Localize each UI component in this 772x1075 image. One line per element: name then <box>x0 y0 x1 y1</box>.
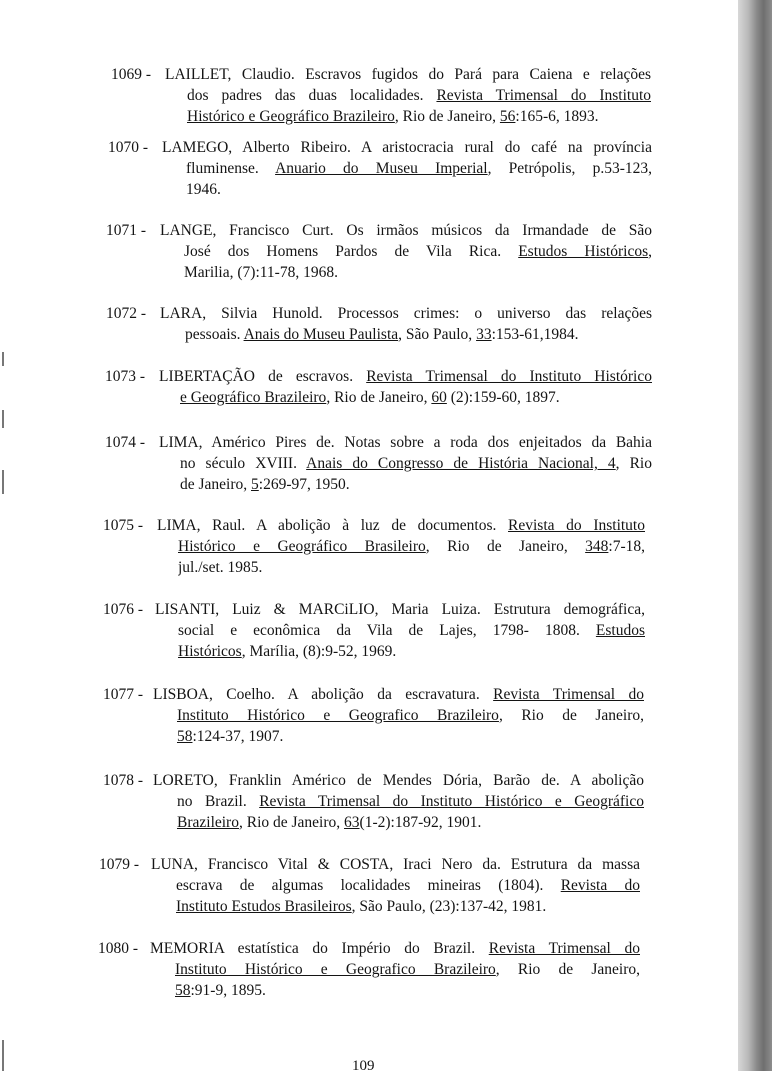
entry-text: 58:124-37, 1907. <box>177 728 284 745</box>
entry-number: 1078 - <box>103 772 144 789</box>
scan-edge-shadow <box>738 0 772 1071</box>
entry-text: no século XVIII. Anais do Congresso de História Nacional, 4, Rio <box>180 455 652 472</box>
entry-text: Instituto Histórico e Geografico Brazileiro, Rio de Janeiro, <box>177 707 644 724</box>
entry-text: LUNA, Francisco Vital & COSTA, Iraci Nero da. Estrutura da massa <box>151 856 640 873</box>
entry-text: e Geográfico Brazileiro, Rio de Janeiro, 60 (2):159-60, 1897. <box>180 389 560 406</box>
entry-number: 1071 - <box>106 222 147 239</box>
entry-text: escrava de algumas localidades mineiras (1804). Revista do <box>176 877 640 894</box>
entry-text: LORETO, Franklin Américo de Mendes Dória, Barão de. A abolição <box>153 772 644 789</box>
entry-text: LISBOA, Coelho. A abolição da escravatura. Revista Trimensal do <box>153 686 644 703</box>
entry-number: 1077 - <box>103 686 144 703</box>
entry-text: Históricos, Marília, (8):9-52, 1969. <box>178 643 397 660</box>
page-number: 109 <box>352 1058 375 1074</box>
entry-text: de Janeiro, 5:269-97, 1950. <box>180 476 350 493</box>
entry-text: Marilia, (7):11-78, 1968. <box>184 264 338 281</box>
entry-text: Instituto Histórico e Geografico Brazileiro, Rio de Janeiro, <box>175 961 640 978</box>
entry-number: 1069 - <box>111 66 152 83</box>
entry-text: Histórico e Geográfico Brasileiro, Rio de Janeiro, 348:7-18, <box>178 538 645 555</box>
entry-text: LIBERTAÇÃO de escravos. Revista Trimensal do Instituto Histórico <box>159 368 652 385</box>
entry-text: LIMA, Américo Pires de. Notas sobre a roda dos enjeitados da Bahia <box>159 434 652 451</box>
entry-text: dos padres das duas localidades. Revista Trimensal do Instituto <box>187 87 651 104</box>
entry-text: Instituto Estudos Brasileiros, São Paulo, (23):137-42, 1981. <box>176 898 547 915</box>
entry-text: LANGE, Francisco Curt. Os irmãos músicos da Irmandade de São <box>160 222 652 239</box>
entry-text: MEMORIA estatística do Império do Brazil. Revista Trimensal do <box>150 940 640 957</box>
entry-text: 1946. <box>186 181 221 198</box>
entry-text: LAMEGO, Alberto Ribeiro. A aristocracia rural do café na província <box>162 139 652 156</box>
entry-text: LISANTI, Luiz & MARCiLIO, Maria Luiza. Estrutura demográfica, <box>155 601 645 618</box>
entry-number: 1076 - <box>103 601 144 618</box>
entry-number: 1075 - <box>103 517 144 534</box>
entry-text: Brazileiro, Rio de Janeiro, 63(1-2):187-92, 1901. <box>177 814 482 831</box>
scan-margin-mark <box>2 1040 4 1071</box>
scan-margin-mark <box>2 410 4 428</box>
entry-text: José dos Homens Pardos de Vila Rica. Estudos Históricos, <box>184 243 652 260</box>
entry-number: 1070 - <box>108 139 149 156</box>
entry-text: fluminense. Anuario do Museu Imperial, Petrópolis, p.53-123, <box>186 160 652 177</box>
entry-number: 1074 - <box>105 434 146 451</box>
entry-number: 1079 - <box>99 856 140 873</box>
entry-text: LAILLET, Claudio. Escravos fugidos do Pará para Caiena e relações <box>165 66 651 83</box>
entry-text: LARA, Silvia Hunold. Processos crimes: o universo das relações <box>160 305 652 322</box>
entry-number: 1072 - <box>106 305 147 322</box>
scan-margin-mark <box>2 352 4 366</box>
scan-margin-mark <box>2 470 4 494</box>
entry-text: 58:91-9, 1895. <box>175 982 266 999</box>
entry-text: jul./set. 1985. <box>178 559 263 576</box>
entry-number: 1073 - <box>105 368 146 385</box>
entry-number: 1080 - <box>98 940 139 957</box>
entry-text: LIMA, Raul. A abolição à luz de documentos. Revista do Instituto <box>157 517 645 534</box>
entry-text: no Brazil. Revista Trimensal do Instituto Histórico e Geográfico <box>177 793 644 810</box>
entry-text: Histórico e Geográfico Brazileiro, Rio de Janeiro, 56:165-6, 1893. <box>187 108 599 125</box>
entry-text: pessoais. Anais do Museu Paulista, São Paulo, 33:153-61,1984. <box>185 326 579 343</box>
entry-text: social e econômica da Vila de Lajes, 1798- 1808. Estudos <box>178 622 645 639</box>
